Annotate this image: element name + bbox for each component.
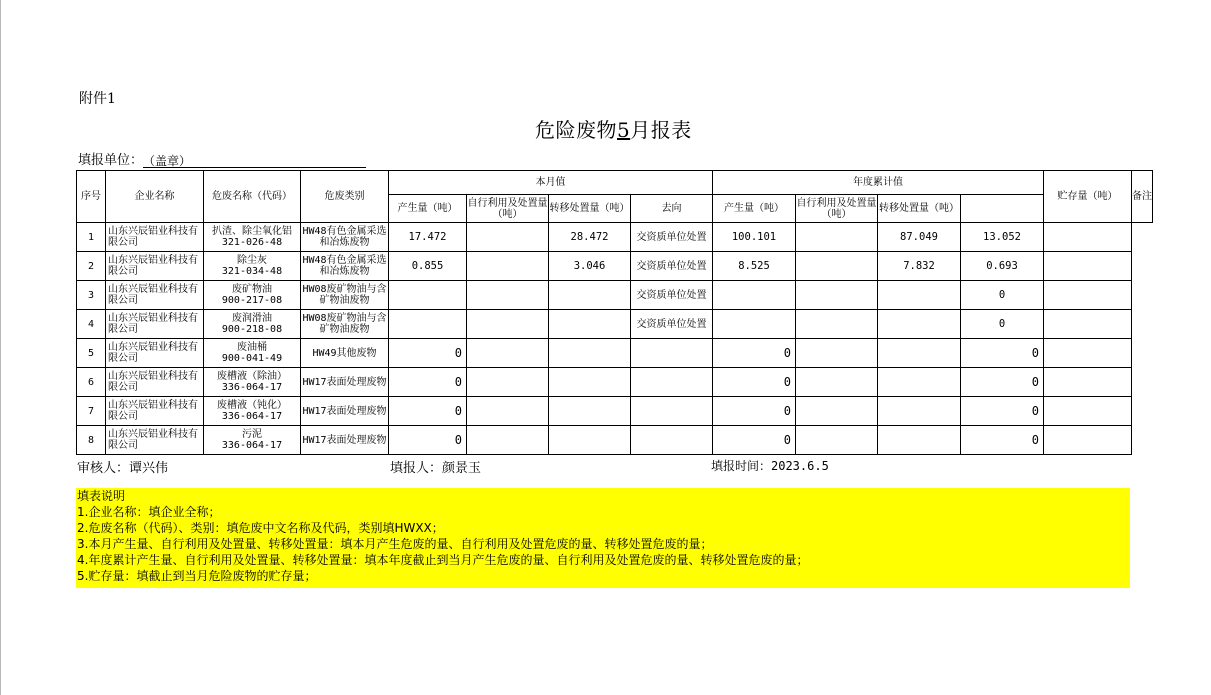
cell-storage: 0 — [961, 339, 1044, 368]
cell-seq: 1 — [77, 223, 106, 252]
header-monthly-produced: 产生量（吨） — [389, 195, 467, 223]
cell-waste-type: HW48有色金属采选和冶炼废物 — [301, 252, 389, 281]
cell-monthly-self-use — [467, 426, 549, 455]
cell-annual-produced — [713, 310, 796, 339]
cell-annual-self-use — [796, 397, 878, 426]
cell-waste-type: HW08废矿物油与含矿物油废物 — [301, 281, 389, 310]
unit-line — [143, 152, 366, 168]
table-row — [77, 310, 1153, 339]
instructions-title: 填表说明 — [77, 489, 126, 503]
cell-monthly-produced — [389, 310, 467, 339]
cell-annual-self-use — [796, 339, 878, 368]
cell-monthly-self-use — [467, 397, 549, 426]
waste-name-text: 废油桶 — [237, 342, 267, 353]
cell-monthly-produced: 0 — [389, 426, 467, 455]
cell-seq: 4 — [77, 310, 106, 339]
waste-code-text: 900-217-08 — [221, 295, 283, 306]
cell-destination — [631, 397, 713, 426]
cell-company: 山东兴辰铝业科技有限公司 — [106, 397, 204, 426]
cell-storage: 0 — [961, 281, 1044, 310]
table-row — [77, 223, 1153, 252]
header-monthly-self-use: 自行利用及处置量（吨） — [467, 195, 549, 223]
cell-company: 山东兴辰铝业科技有限公司 — [106, 339, 204, 368]
cell-annual-self-use — [796, 252, 878, 281]
cell-seq: 3 — [77, 281, 106, 310]
table-row — [77, 252, 1153, 281]
cell-destination — [631, 426, 713, 455]
cell-waste-name — [204, 368, 301, 397]
cell-monthly-transfer — [549, 368, 631, 397]
cell-remark — [1044, 397, 1132, 426]
cell-annual-produced: 0 — [713, 426, 796, 455]
instruction-4: 4.年度累计产生量、自行利用及处置量、转移处置量：填本年度截止到当月产生危废的量、自行利用及处置危废的量、转移处置危废的量； — [77, 553, 809, 567]
cell-annual-self-use — [796, 426, 878, 455]
unit-label: 填报单位： — [78, 153, 144, 168]
header-remark: 备注 — [1132, 171, 1153, 223]
cell-waste-name — [204, 223, 301, 252]
page-title — [535, 114, 692, 143]
cell-waste-name — [204, 281, 301, 310]
cell-monthly-transfer — [549, 339, 631, 368]
cell-remark — [1044, 281, 1132, 310]
cell-waste-type: HW49其他废物 — [301, 339, 389, 368]
cell-waste-type: HW17表面处理废物 — [301, 368, 389, 397]
table-body — [77, 223, 1153, 455]
cell-waste-type: HW08废矿物油与含矿物油废物 — [301, 310, 389, 339]
header-seq: 序号 — [77, 171, 106, 223]
cell-company: 山东兴辰铝业科技有限公司 — [106, 223, 204, 252]
waste-name-text: 废槽液（除油） — [217, 371, 287, 382]
instruction-2: 2.危废名称（代码）、类别：填危废中文名称及代码，类别填HWXX； — [77, 521, 444, 535]
waste-code-text: 900-041-49 — [221, 353, 283, 364]
waste-name-text: 除尘灰 — [237, 255, 267, 266]
cell-monthly-self-use — [467, 368, 549, 397]
header-annual-self-use: 自行利用及处置量（吨） — [796, 195, 878, 223]
cell-remark — [1044, 339, 1132, 368]
cell-monthly-produced: 0.855 — [389, 252, 467, 281]
cell-waste-name — [204, 426, 301, 455]
instruction-5: 5.贮存量：填截止到当月危险废物的贮存量； — [77, 569, 317, 583]
header-annual-produced: 产生量（吨） — [713, 195, 796, 223]
cell-annual-self-use — [796, 223, 878, 252]
instruction-1: 1.企业名称：填企业全称； — [77, 505, 221, 519]
cell-waste-name — [204, 310, 301, 339]
cell-monthly-self-use — [467, 310, 549, 339]
cell-annual-produced — [713, 281, 796, 310]
cell-annual-self-use — [796, 368, 878, 397]
cell-company: 山东兴辰铝业科技有限公司 — [106, 368, 204, 397]
cell-annual-produced: 100.101 — [713, 223, 796, 252]
header-company: 企业名称 — [106, 171, 204, 223]
cell-storage: 0 — [961, 397, 1044, 426]
header-destination: 去向 — [631, 195, 713, 223]
cell-monthly-transfer — [549, 426, 631, 455]
cell-company: 山东兴辰铝业科技有限公司 — [106, 426, 204, 455]
header-waste-name: 危废名称（代码） — [204, 171, 301, 223]
cell-company: 山东兴辰铝业科技有限公司 — [106, 281, 204, 310]
cell-monthly-produced: 0 — [389, 339, 467, 368]
cell-annual-transfer — [878, 368, 961, 397]
title-month: 5 — [617, 118, 631, 142]
cell-monthly-transfer — [549, 310, 631, 339]
cell-seq: 5 — [77, 339, 106, 368]
cell-monthly-produced: 0 — [389, 368, 467, 397]
header-waste-type: 危废类别 — [301, 171, 389, 223]
cell-annual-transfer — [878, 310, 961, 339]
instruction-3: 3.本月产生量、自行利用及处置量、转移处置量：填本月产生危废的量、自行利用及处置危废的量、转移处置危废的量； — [77, 537, 713, 551]
cell-company: 山东兴辰铝业科技有限公司 — [106, 310, 204, 339]
cell-waste-type: HW17表面处理废物 — [301, 426, 389, 455]
filler-label: 填报人：颜景玉 — [390, 461, 482, 476]
waste-code-text: 321-034-48 — [221, 266, 283, 277]
cell-storage: 0.693 — [961, 252, 1044, 281]
cell-destination: 交资质单位处置 — [631, 281, 713, 310]
table-row — [77, 368, 1153, 397]
waste-code-text: 336-064-17 — [221, 440, 283, 451]
cell-seq: 2 — [77, 252, 106, 281]
cell-waste-name — [204, 397, 301, 426]
cell-monthly-self-use — [467, 223, 549, 252]
cell-monthly-transfer — [549, 397, 631, 426]
cell-remark — [1044, 310, 1132, 339]
header-storage: 贮存量（吨） — [1044, 171, 1132, 223]
cell-destination: 交资质单位处置 — [631, 310, 713, 339]
waste-name-text: 污泥 — [242, 429, 262, 440]
header-monthly: 本月值 — [389, 171, 713, 195]
cell-remark — [1044, 223, 1132, 252]
unit-seal: （盖章） — [143, 154, 192, 168]
page-edge — [0, 0, 1, 695]
table-row — [77, 397, 1153, 426]
cell-annual-transfer — [878, 339, 961, 368]
cell-monthly-produced: 0 — [389, 397, 467, 426]
cell-monthly-self-use — [467, 339, 549, 368]
cell-annual-transfer: 7.832 — [878, 252, 961, 281]
table-row — [77, 339, 1153, 368]
cell-annual-transfer: 87.049 — [878, 223, 961, 252]
waste-code-text: 336-064-17 — [221, 382, 283, 393]
cell-monthly-produced: 17.472 — [389, 223, 467, 252]
cell-destination: 交资质单位处置 — [631, 223, 713, 252]
reviewer-label: 审核人：谭兴伟 — [77, 461, 169, 476]
cell-seq: 8 — [77, 426, 106, 455]
cell-destination — [631, 339, 713, 368]
cell-seq: 7 — [77, 397, 106, 426]
cell-annual-produced: 8.525 — [713, 252, 796, 281]
fill-instructions — [76, 488, 1130, 588]
cell-storage: 0 — [961, 368, 1044, 397]
cell-company: 山东兴辰铝业科技有限公司 — [106, 252, 204, 281]
cell-storage: 0 — [961, 426, 1044, 455]
cell-annual-transfer — [878, 281, 961, 310]
cell-monthly-transfer: 3.046 — [549, 252, 631, 281]
cell-annual-self-use — [796, 281, 878, 310]
cell-waste-type: HW48有色金属采选和冶炼废物 — [301, 223, 389, 252]
waste-report-table — [76, 170, 1153, 455]
cell-storage: 13.052 — [961, 223, 1044, 252]
fill-time-label: 填报时间：2023.6.5 — [711, 459, 829, 473]
title-suffix: 月报表 — [630, 118, 692, 142]
cell-remark — [1044, 252, 1132, 281]
cell-storage: 0 — [961, 310, 1044, 339]
attachment-label: 附件1 — [79, 91, 116, 107]
waste-code-text: 336-064-17 — [221, 411, 283, 422]
cell-waste-type: HW17表面处理废物 — [301, 397, 389, 426]
cell-monthly-self-use — [467, 252, 549, 281]
cell-remark — [1044, 426, 1132, 455]
reporting-unit — [78, 149, 366, 168]
cell-waste-name — [204, 252, 301, 281]
waste-name-text: 废润滑油 — [232, 313, 272, 324]
waste-name-text: 扒渣、除尘氧化铝 — [212, 226, 292, 237]
header-annual-transfer: 转移处置量（吨） — [878, 195, 961, 223]
waste-code-text: 321-026-48 — [221, 237, 283, 248]
cell-seq: 6 — [77, 368, 106, 397]
table-row — [77, 426, 1153, 455]
cell-annual-self-use — [796, 310, 878, 339]
table-row — [77, 281, 1153, 310]
header-annual: 年度累计值 — [713, 171, 1044, 195]
cell-monthly-transfer — [549, 281, 631, 310]
cell-annual-transfer — [878, 397, 961, 426]
cell-annual-produced: 0 — [713, 339, 796, 368]
cell-monthly-self-use — [467, 281, 549, 310]
cell-remark — [1044, 368, 1132, 397]
cell-monthly-transfer: 28.472 — [549, 223, 631, 252]
waste-code-text: 900-218-08 — [221, 324, 283, 335]
cell-monthly-produced — [389, 281, 467, 310]
cell-annual-produced: 0 — [713, 397, 796, 426]
cell-destination — [631, 368, 713, 397]
header-monthly-transfer: 转移处置量（吨） — [549, 195, 631, 223]
waste-name-text: 废矿物油 — [232, 284, 272, 295]
waste-name-text: 废槽液（钝化） — [217, 400, 287, 411]
cell-destination: 交资质单位处置 — [631, 252, 713, 281]
cell-annual-transfer — [878, 426, 961, 455]
title-prefix: 危险废物 — [535, 118, 617, 142]
cell-waste-name — [204, 339, 301, 368]
cell-annual-produced: 0 — [713, 368, 796, 397]
